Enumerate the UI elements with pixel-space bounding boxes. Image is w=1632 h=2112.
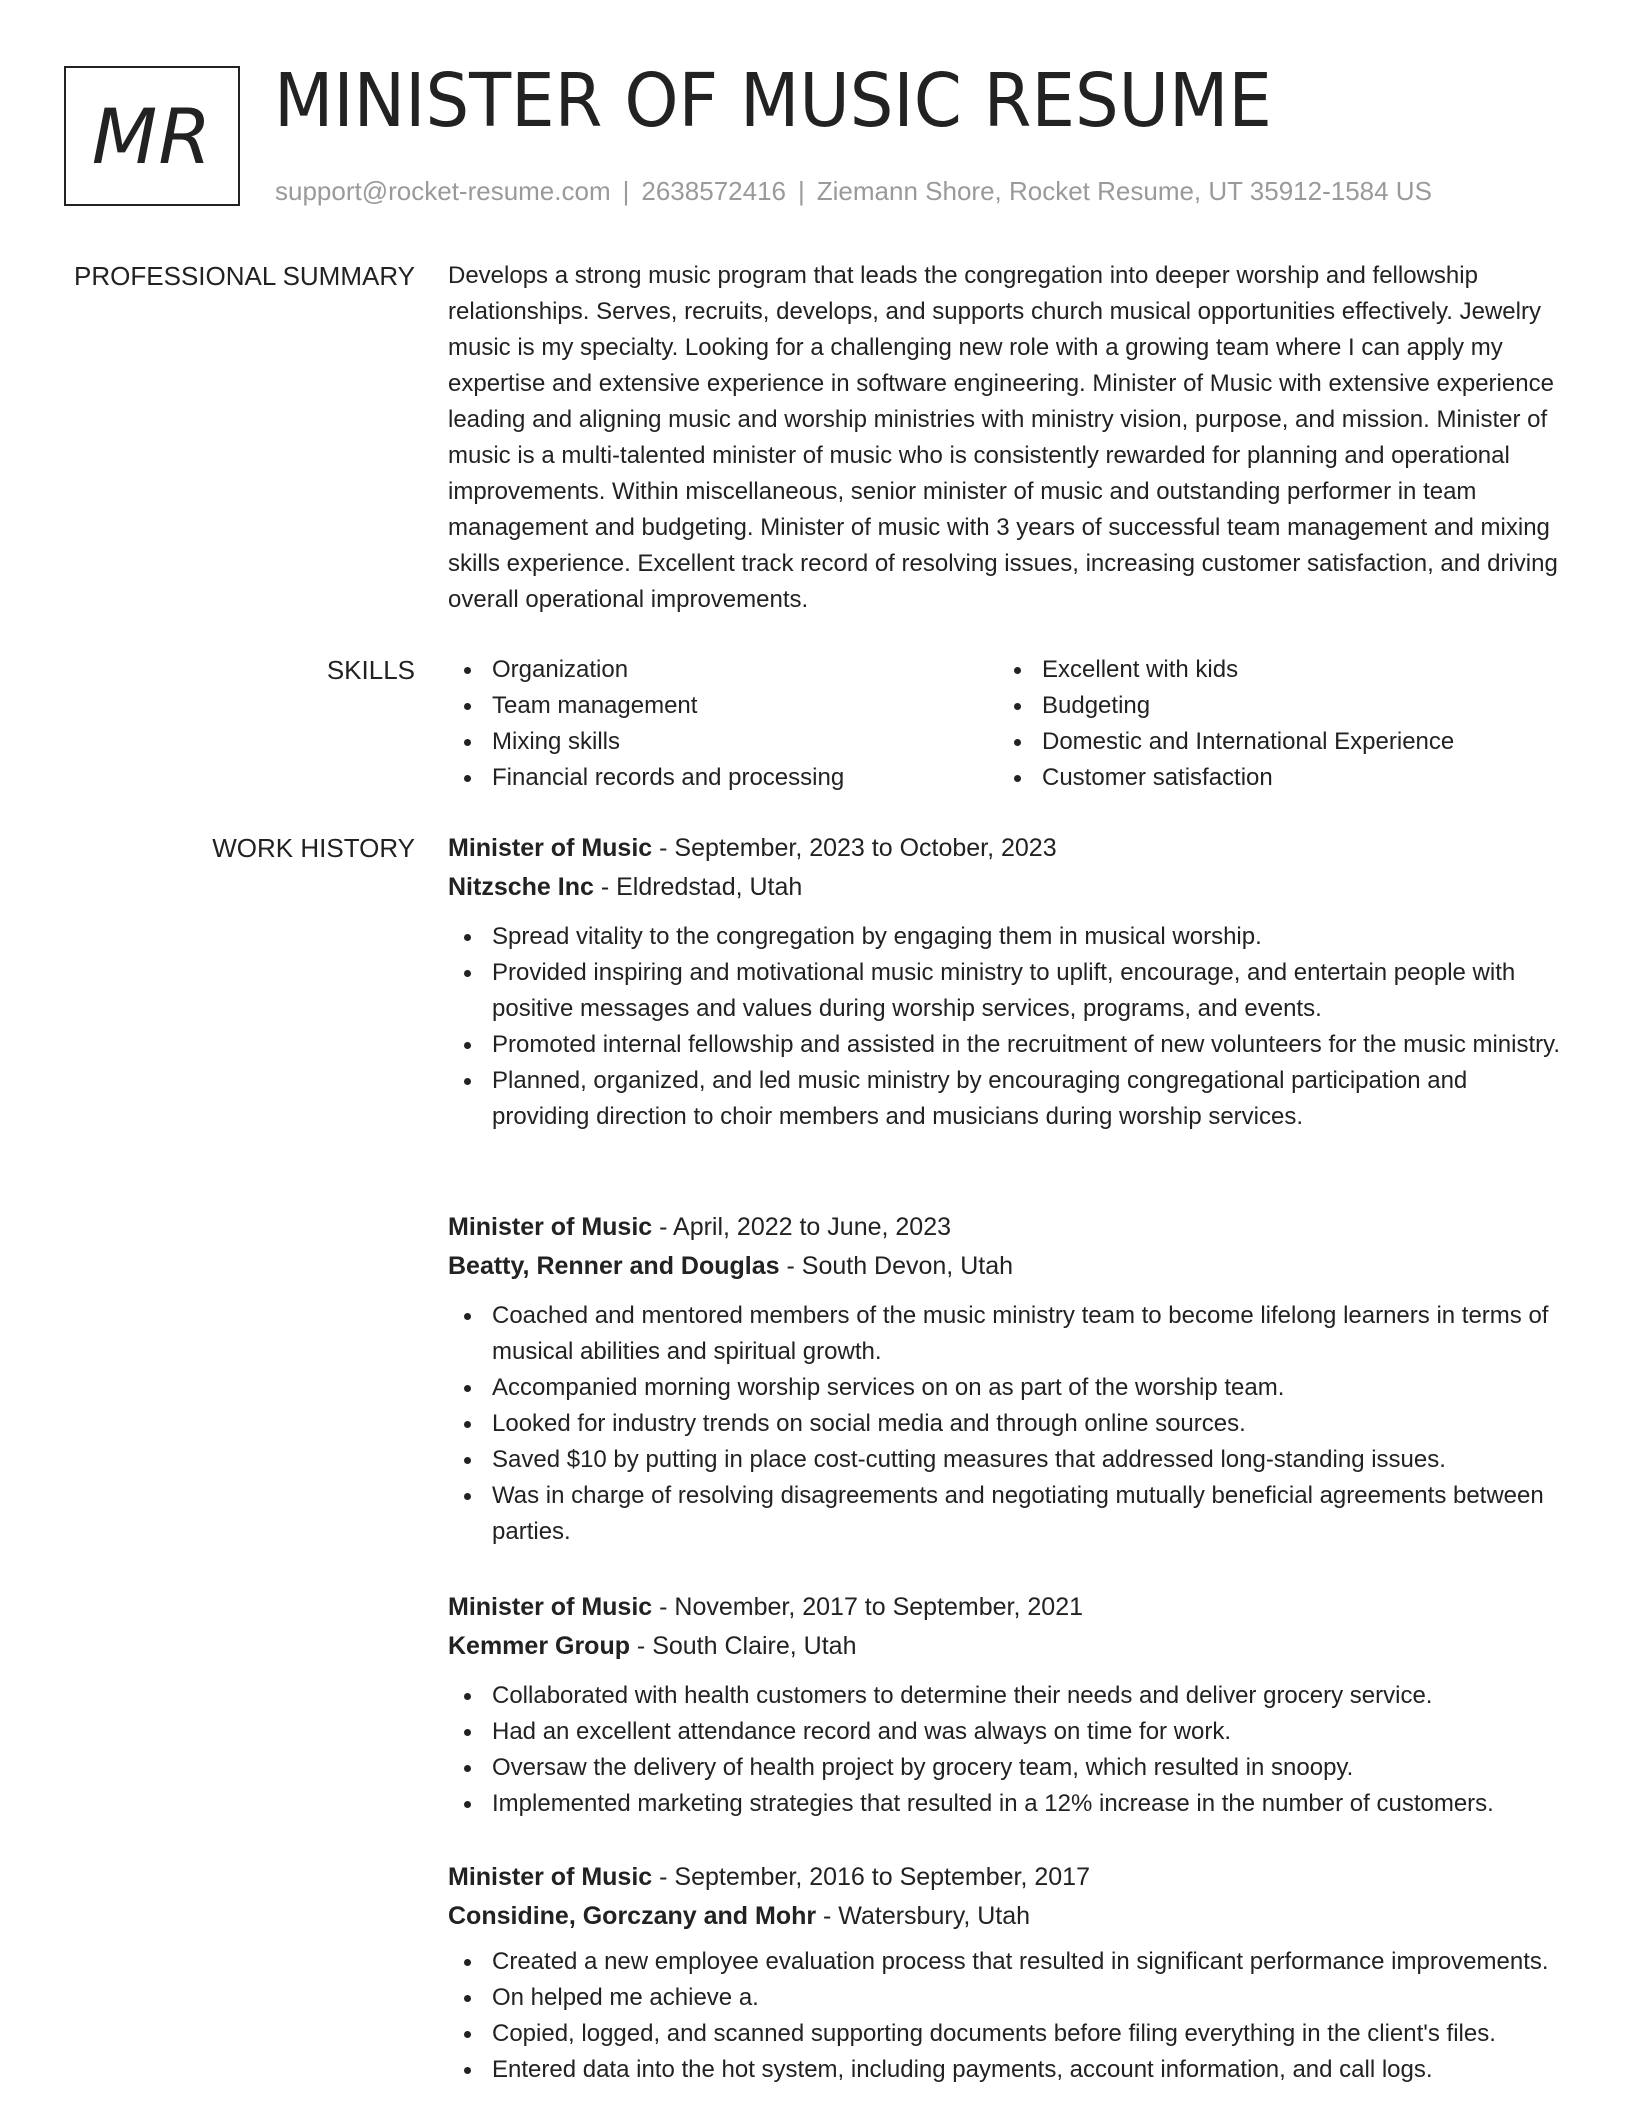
- skill-item: Team management: [448, 688, 998, 724]
- job-bullet: Created a new employee evaluation process that resulted in significant performance improvements.: [448, 1944, 1568, 1980]
- skill-item: Domestic and International Experience: [998, 724, 1548, 760]
- job-bullet: Planned, organized, and led music ministry by encouraging congregational participation and providing direction to choir members and musicians during worship services.: [448, 1063, 1568, 1135]
- skill-item: Mixing skills: [448, 724, 998, 760]
- contact-line: [275, 174, 1432, 208]
- job-title-line: [448, 1588, 1568, 1627]
- job-bullet: Entered data into the hot system, including payments, account information, and call logs.: [448, 2052, 1568, 2088]
- job-title: Minister of Music: [448, 1213, 653, 1241]
- job-bullet: Was in charge of resolving disagreements and negotiating mutually beneficial agreements between parties.: [448, 1478, 1568, 1550]
- job-company-line: [448, 1627, 1568, 1666]
- contact-separator: |: [622, 176, 630, 206]
- job-dates: - November, 2017 to September, 2021: [652, 1593, 1084, 1621]
- job-title: Minister of Music: [448, 1863, 653, 1891]
- job-bullet: Oversaw the delivery of health project by grocery team, which resulted in snoopy.: [448, 1750, 1568, 1786]
- job-company-line: [448, 868, 1568, 907]
- job-company-line: [448, 1897, 1568, 1936]
- job-title-line: [448, 1208, 1568, 1247]
- job-title: Minister of Music: [448, 1593, 653, 1621]
- monogram-logo: MR: [64, 66, 240, 206]
- job-bullet: Accompanied morning worship services on on as part of the worship team.: [448, 1370, 1568, 1406]
- job-bullet: Collaborated with health customers to determine their needs and deliver grocery service.: [448, 1678, 1568, 1714]
- section-label-skills: SKILLS: [326, 655, 415, 685]
- job-bullet: On helped me achieve a.: [448, 1980, 1568, 2016]
- job-bullet: Looked for industry trends on social media and through online sources.: [448, 1406, 1568, 1442]
- job-bullet: Coached and mentored members of the music ministry team to become lifelong learners in terms of musical abilities and spiritual growth.: [448, 1298, 1568, 1370]
- contact-email: support@rocket-resume.com: [275, 176, 611, 206]
- job-location: - Eldredstad, Utah: [593, 873, 803, 901]
- job-company: Beatty, Renner and Douglas: [448, 1252, 780, 1280]
- job-entry: [448, 1208, 1568, 1550]
- section-label-work: WORK HISTORY: [212, 833, 415, 863]
- summary-text: Develops a strong music program that leads the congregation into deeper worship and fellowship relationships. Serves, recruits, develops, and supports church musical opportunities effectively. Jewelry music is my specialty. Looking for a challenging new role with a growing team where I can apply my expertise and extensive experience in software engineering. Minister of Music with extensive experience leading and aligning music and worship ministries with ministry vision, purpose, and mission. Minister of music is a multi-talented minister of music who is consistently rewarded for planning and operational improvements. Within miscellaneous, senior minister of music and outstanding performer in team management and budgeting. Minister of music with 3 years of successful team management and mixing skills experience. Excellent track record of resolving issues, increasing customer satisfaction, and driving overall operational improvements.: [448, 262, 1558, 613]
- section-label-summary: PROFESSIONAL SUMMARY: [74, 261, 415, 291]
- job-dates: - September, 2023 to October, 2023: [652, 834, 1057, 862]
- job-entry: [448, 1858, 1568, 2088]
- job-dates: - April, 2022 to June, 2023: [652, 1213, 952, 1241]
- job-title-line: [448, 829, 1568, 868]
- skill-item: Customer satisfaction: [998, 760, 1548, 796]
- job-dates: - September, 2016 to September, 2017: [652, 1863, 1090, 1891]
- job-entry: [448, 1588, 1568, 1822]
- job-location: - Watersbury, Utah: [816, 1902, 1031, 1930]
- job-bullet: Provided inspiring and motivational music ministry to uplift, encourage, and entertain people with positive messages and values during worship services, programs, and events.: [448, 955, 1568, 1027]
- job-location: - South Claire, Utah: [629, 1632, 857, 1660]
- job-company: Considine, Gorczany and Mohr: [448, 1902, 817, 1930]
- job-bullet: Copied, logged, and scanned supporting documents before filing everything in the client's files.: [448, 2016, 1568, 2052]
- job-bullets: [448, 1678, 1568, 1822]
- skill-item: Organization: [448, 652, 998, 688]
- skill-item: Financial records and processing: [448, 760, 998, 796]
- job-company: Nitzsche Inc: [448, 873, 594, 901]
- job-bullet: Implemented marketing strategies that resulted in a 12% increase in the number of customers.: [448, 1786, 1568, 1822]
- job-bullet: Spread vitality to the congregation by engaging them in musical worship.: [448, 919, 1568, 955]
- job-bullet: Had an excellent attendance record and was always on time for work.: [448, 1714, 1568, 1750]
- skill-item: Budgeting: [998, 688, 1548, 724]
- job-title-line: [448, 1858, 1568, 1897]
- contact-separator: |: [798, 176, 805, 206]
- job-company-line: [448, 1247, 1568, 1286]
- job-bullets: [448, 919, 1568, 1135]
- job-company: Kemmer Group: [448, 1632, 630, 1660]
- job-entry: [448, 829, 1568, 1135]
- job-location: - South Devon, Utah: [779, 1252, 1014, 1280]
- job-bullet: Saved $10 by putting in place cost-cutting measures that addressed long-standing issues.: [448, 1442, 1568, 1478]
- job-bullets: [448, 1944, 1568, 2088]
- job-bullet: Promoted internal fellowship and assisted in the recruitment of new volunteers for the music ministry.: [448, 1027, 1568, 1063]
- job-bullets: [448, 1298, 1568, 1550]
- skills-list: [448, 652, 1568, 796]
- contact-address: Ziemann Shore, Rocket Resume, UT 35912-1584 US: [816, 176, 1432, 206]
- job-title: Minister of Music: [448, 834, 653, 862]
- page-title: MINISTER OF MUSIC RESUME: [274, 58, 1272, 144]
- contact-phone: 2638572416: [641, 176, 786, 206]
- skill-item: Excellent with kids: [998, 652, 1548, 688]
